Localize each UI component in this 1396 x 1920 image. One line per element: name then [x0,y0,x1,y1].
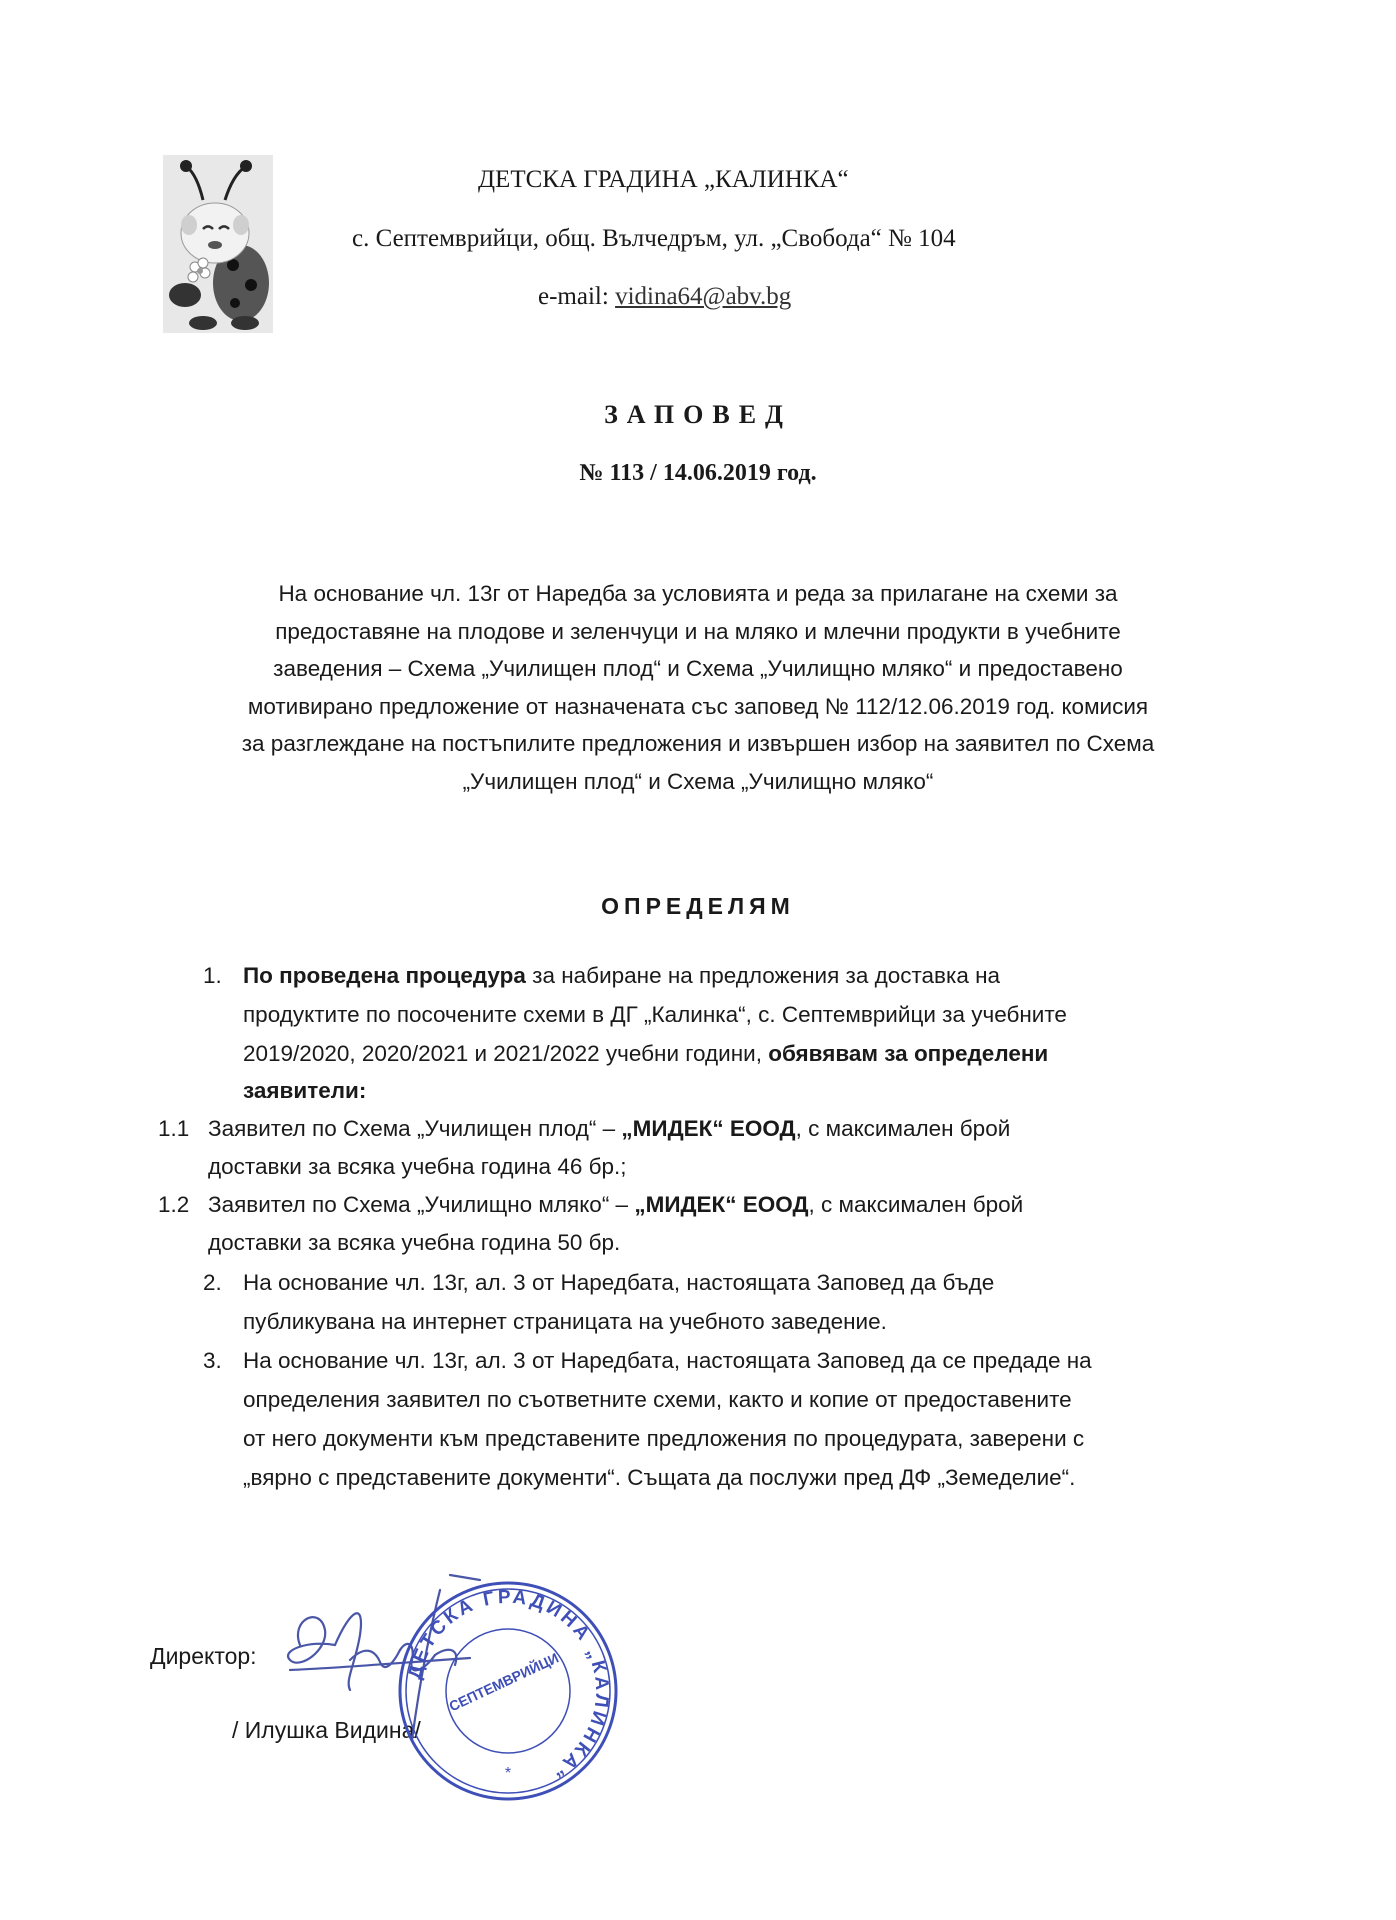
school-name: ДЕТСКА ГРАДИНА „КАЛИНКА“ [478,166,849,193]
document-number: № 113 / 14.06.2019 год. [579,460,817,486]
preamble-line: за разглеждане на постъпилите предложения и извършен избор на заявител по Схема [241,731,1155,756]
email-label: e-mail: [538,283,616,310]
item-2-line-1: На основание чл. 13г, ал. 3 от Наредбата, настоящата Заповед да бъде [243,1270,995,1295]
item-1-1-text: Заявител по Схема „Училищен плод“ – [208,1116,622,1141]
item-1-bold: По проведена процедура [243,963,526,988]
stamp-inner-text: СЕПТЕМВРИЙЦИ [446,1649,562,1715]
item-1-line-3 [243,1041,1048,1067]
decision-heading: ОПРЕДЕЛЯМ [601,893,795,919]
item-1-text: 2019/2020, 2020/2021 и 2021/2022 учебни години, [243,1041,762,1066]
item-1-bold: обявявам за определени [761,1041,1049,1066]
item-1-2-company: „МИДЕК“ ЕООД [634,1192,809,1217]
item-3-line-2: определения заявител по съответните схеми, както и копие от предоставените [243,1387,1072,1412]
email-line [538,283,791,311]
preamble-line: заведения – Схема „Училищен плод“ и Схема „Училищно мляко“ и предоставено [273,656,1123,681]
item-1-line-1 [243,963,1000,989]
item-2-line-2: публикувана на интернет страницата на учебното заведение. [243,1309,887,1334]
item-1-2-number: 1.2 [158,1192,190,1217]
item-1-2-line-2: доставки за всяка учебна година 50 бр. [208,1230,621,1255]
item-1-2-line-1 [208,1192,1023,1218]
school-address: с. Септемврийци, общ. Вълчедръм, ул. „Свобода“ № 104 [352,225,956,252]
item-1-number: 1. [203,963,222,988]
item-1-line-2: продуктите по посочените схеми в ДГ „Калинка“, с. Септемврийци за учебните [243,1002,1067,1027]
item-1-2-text: , с максимален брой [808,1192,1024,1217]
item-2-number: 2. [203,1270,222,1295]
item-3-line-3: от него документи към представените предложения по процедурата, заверени с [243,1426,1085,1451]
stamp-outer-text: ДЕТСКА ГРАДИНА „КАЛИНКА“ [404,1586,613,1784]
item-1-line-4: заявители: [243,1078,367,1103]
item-1-1-company: „МИДЕК“ ЕООД [621,1116,796,1141]
ladybug-logo [163,155,273,333]
item-1-text: за набиране на предложения за доставка на [525,963,1001,988]
director-name: / Илушка Видина/ [232,1717,421,1743]
item-1-2-text: Заявител по Схема „Училищно мляко“ – [208,1192,635,1217]
preamble-line: мотивирано предложение от назначената със заповед № 112/12.06.2019 год. комисия [247,693,1149,719]
email-link[interactable]: vidina64@abv.bg [615,283,792,310]
preamble-line: „Училищен плод“ и Схема „Училищно мляко“ [462,768,934,794]
document-title: ЗАПОВЕД [604,400,792,429]
preamble-line: предоставяне на плодове и зеленчуци и на мляко и млечни продукти в учебните [275,618,1121,644]
stamp-star: * [504,1765,512,1782]
item-3-number: 3. [203,1348,222,1373]
item-3-line-1: На основание чл. 13г, ал. 3 от Наредбата, настоящата Заповед да се предаде на [243,1348,1092,1373]
preamble [185,575,1211,800]
round-stamp [395,1578,621,1804]
item-1-1-number: 1.1 [158,1116,190,1141]
item-1-1-line-1 [208,1116,1010,1142]
item-1-1-line-2: доставки за всяка учебна година 46 бр.; [208,1154,627,1179]
item-3-line-4: „вярно с представените документи“. Същата да послужи пред ДФ „Земеделие“. [243,1465,1076,1490]
preamble-line: На основание чл. 13г от Наредба за условията и реда за прилагане на схеми за [278,581,1118,606]
director-label: Директор: [150,1643,257,1669]
item-1-1-text: , с максимален брой [795,1116,1011,1141]
